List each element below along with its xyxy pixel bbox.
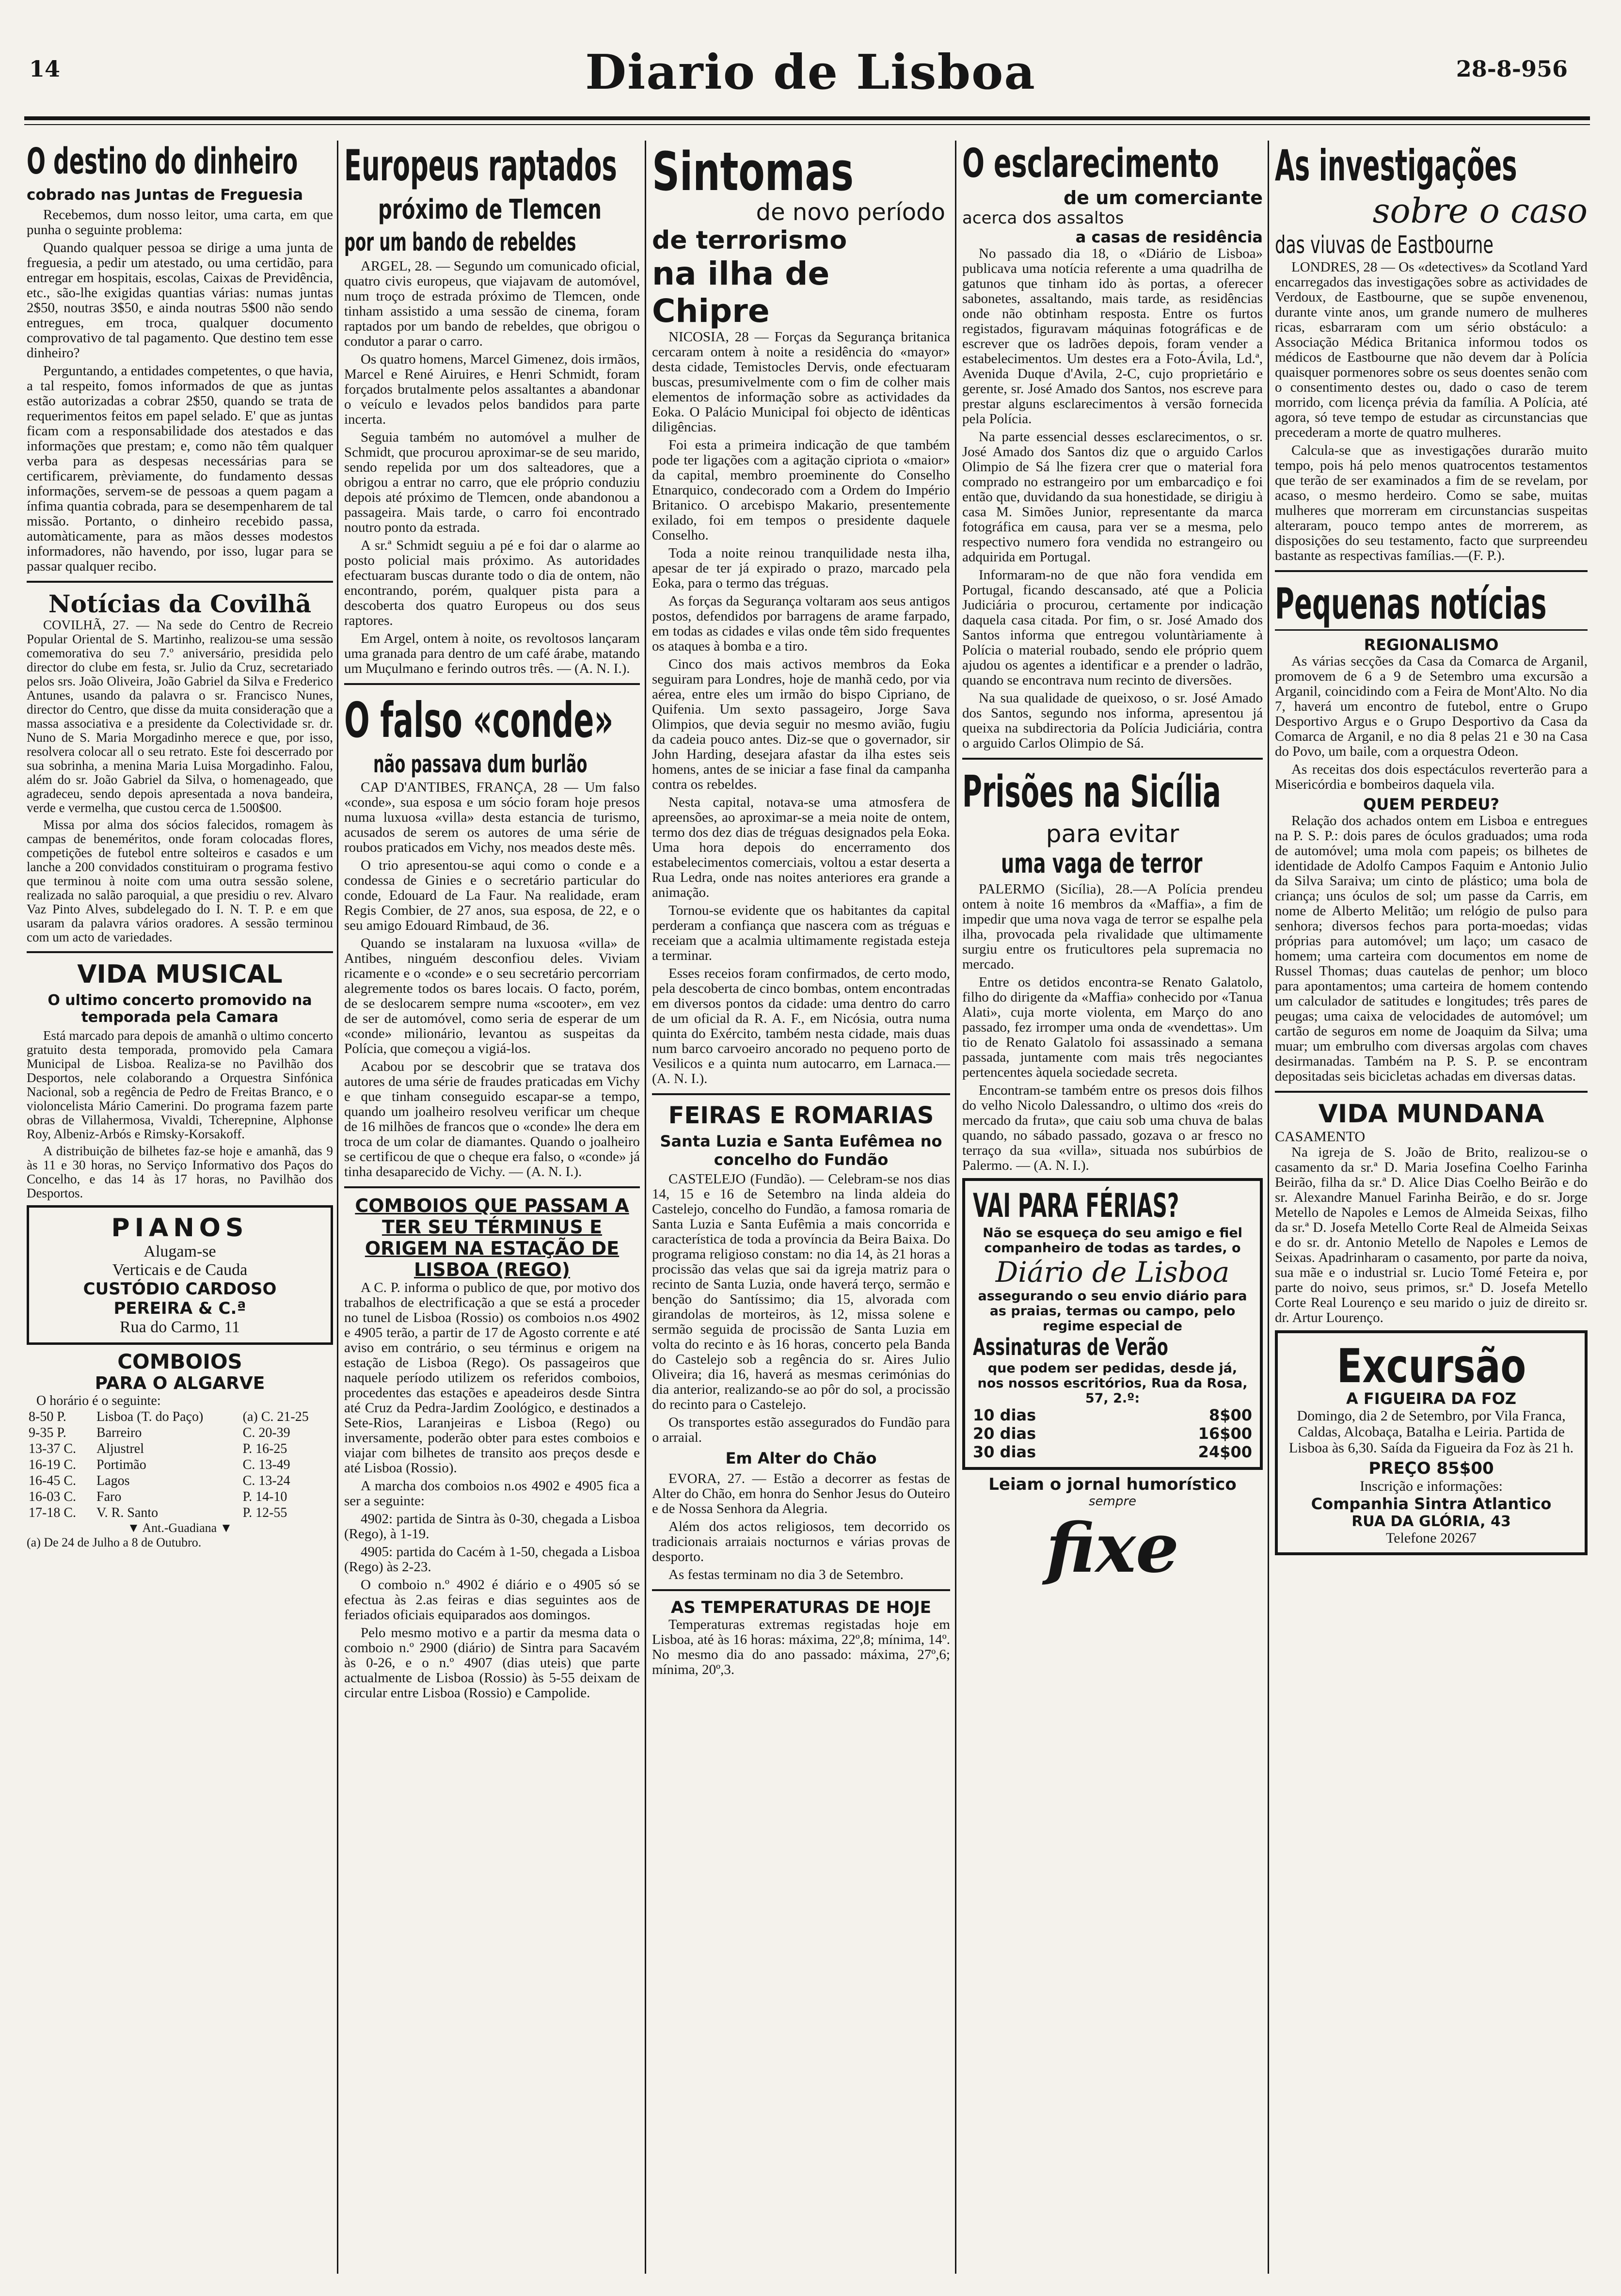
headline-line: das viuvas de Eastbourne bbox=[1275, 231, 1494, 259]
table-row: 16-19 C. Portimão C. 13-49 bbox=[29, 1457, 290, 1472]
headline-line: na ilha de Chipre bbox=[652, 255, 830, 330]
headline: Pequenas notícias bbox=[1275, 579, 1547, 629]
paragraph: Acabou por se descobrir que se tratava dos autores de uma série de fraudes praticadas em Vichy e que tinham conseguido escapar-se a tempo, quando um joalheiro resolveu verificar um cheque de 16 milhões de francos que o «conde» lhe dera em troca de um colar de diamantes. Quando o joalheiro se certificou de que o cheque era falso, o «conde» já tinha desaparecido de Vichy. — (A. N. I.). bbox=[344, 1059, 640, 1180]
paragraph: Na sua qualidade de queixoso, o sr. José Amado dos Santos, segundo nos informa, apresentou já queixa na subdirectoria da Polícia Judiciária, contra o arguido Carlos Olimpio de Sá. bbox=[962, 690, 1263, 751]
header-rule bbox=[24, 116, 1590, 120]
paragraph: Além dos actos religiosos, tem decorrido os tradicionais arraiais nocturnos e várias provas de desporto. bbox=[652, 1519, 950, 1564]
table-row: 13-37 C. Aljustrel P. 16-25 bbox=[29, 1441, 287, 1456]
paragraph: As festas terminam no dia 3 de Setembro. bbox=[668, 1567, 904, 1582]
headline-line: uma vaga de terror bbox=[1001, 848, 1203, 879]
ad-phone: Telefone 20267 bbox=[1385, 1530, 1477, 1546]
headline: O falso «conde» bbox=[344, 692, 614, 749]
rule bbox=[1275, 1091, 1588, 1093]
rule bbox=[652, 1589, 950, 1591]
headline: O esclarecimento bbox=[962, 141, 1219, 187]
paragraph: A distribuição de bilhetes faz-se hoje e amanhã, das 9 às 11 e 30 horas, no Serviço Informativo dos Paços do Concelho, e das 14 às 17 horas, no Pavilhão dos Desportos. bbox=[27, 1144, 333, 1200]
headline-line: a casas de residência bbox=[1075, 228, 1263, 246]
ad-title: Excursão bbox=[1336, 1339, 1526, 1389]
paragraph: Está marcado para depois de amanhã o ultimo concerto gratuito desta temporada, promovido pela Camara Municipal de Lisboa. Realiza-se no Pavilhão dos Desportos, nele colaborando a Orquestra Sinfónica Nacional, sob a regência de Pedro de Freitas Branco, e o violoncelista Mário Camerini. Do programa fazem parte obras de Villahermosa, Vivaldi, Tcherepnine, Alphonse Roy, Albeniz-Arbós e Rimsky-Korsakoff. bbox=[27, 1028, 333, 1141]
paragraph: A sr.ª Schmidt seguiu a pé e foi dar o alarme ao posto policial mais próximo. As autoridades efectuaram buscas durante todo o dia de ontem, não encontrando, porém, qualquer pista para a descoberta dos quatro Europeus ou dos seus raptores. bbox=[344, 538, 640, 628]
rule bbox=[27, 581, 333, 583]
paragraph: CAP D'ANTIBES, FRANÇA, 28 — Um falso «conde», sua esposa e um sócio foram hoje presos numa luxuosa «villa» desta estancia de turismo, acusados de serem os autores de uma série de roubos praticados em Vichy, nos meados deste mês. bbox=[344, 780, 640, 855]
table-row: 8-50 P. Lisboa (T. do Paço) (a) C. 21-25 bbox=[29, 1409, 309, 1424]
ad-company: Companhia Sintra Atlantico bbox=[1311, 1495, 1552, 1513]
paragraph: Temperaturas extremas registadas hoje em Lisboa, até às 16 horas: máxima, 22º,8; mínima, 14º. No mesmo dia do ano passado: máxima, 27º,6; mínima, 20º,3. bbox=[652, 1617, 950, 1677]
headline: Europeus raptados bbox=[344, 141, 617, 191]
paragraph: Calcula-se que as investigações durarão muito tempo, pois há pelo menos quatrocentos testamentos que terão de ser examinados a fim de se revelam, por acaso, o mesmo herdeiro. Como se sabe, muitas mulheres que morreram em circunstancias suspeitas alteraram, pouco tempo antes de morrerem, as disposições do seu testamento, facto que surpreendeu bastante as respectivas famílias.—(F. P.). bbox=[1275, 443, 1588, 563]
article-esclarecimento bbox=[962, 141, 1263, 751]
column-divider bbox=[955, 141, 956, 2274]
subheadline: O ultimo concerto promovido na temporada pela Camara bbox=[48, 992, 312, 1026]
article-sicilia bbox=[962, 766, 1263, 1173]
section-title: VIDA MUSICAL bbox=[77, 960, 283, 989]
ad-line: que podem ser pedidas, desde já, nos nossos escritórios, Rua da Rosa, 57, 2.º: bbox=[977, 1361, 1248, 1406]
table-row: 16-45 C. Lagos C. 13-24 bbox=[29, 1473, 290, 1488]
headline-line: de terrorismo bbox=[652, 226, 847, 255]
table-row: 16-03 C. Faro P. 14-10 bbox=[29, 1489, 287, 1504]
intro: O horário é o seguinte: bbox=[36, 1393, 161, 1408]
rule bbox=[962, 758, 1263, 760]
paragraph: Missa por alma dos sócios falecidos, romagem às campas de beneméritos, onde foram colocadas flores, competições de futebol entre solteiros e casados e um lanche a 200 convidados constituiram o programa festivo que terminou à noite com uma outra sessão solene, realizada no salão paroquial, a que presidiu o rev. Alvaro Vaz Pinto Alves, subdelegado do I. N. T. P. e em que usaram da palavra vários oradores. A sessão terminou com um acto de variedades. bbox=[27, 817, 333, 944]
page-number: 14 bbox=[29, 56, 61, 82]
ad-line: CUSTÓDIO CARDOSO bbox=[83, 1279, 277, 1299]
paragraph: Entre os detidos encontra-se Renato Galatolo, filho do dirigente da «Maffia» conhecido por «Tanua Alati», cuja morte violenta, em Março do ano passado, fez irromper uma onda de «vendettas». Um tio de Renato Galatolo foi assassinado a semana passada, juntamente com mais três negociantes pertencentes àquela sociedade secreta. bbox=[962, 974, 1263, 1080]
paragraph: No passado dia 18, o «Diário de Lisboa» publicava uma notícia referente a uma quadrilha de gatunos que tinham ido às portas, a oferecer sabonetes, assaltando, mais tarde, as residências onde não obtinham resposta. Entre os furtos registados, figuravam máquinas fotográficas e de escrever que os ladrões depois, foram vender a estabelecimentos. Um destes era a Foto-Ávila, Ld.ª, Avenida Duque d'Avila, 2-C, cujo proprietário e gerente, sr. José Amado dos Santos, nos escreve para prestar alguns esclarecimentos à versão fornecida pela Polícia. bbox=[962, 246, 1263, 427]
paragraph: Informaram-no de que não fora vendida em Portugal, ficando descansado, até que a Policia Judiciária o procurou, certamente por indicação daquela casa citada. Por fim, o sr. José Amado dos Santos informa que entregou voluntàriamente à Polícia o material roubado, sendo ele próprio quem ajudou os agentes a identificar e a prender o ladrão, quando se encontrava num recinto de diversões. bbox=[962, 567, 1263, 688]
paragraph: Recebemos, dum nosso leitor, uma carta, em que punha o seguinte problema: bbox=[27, 207, 333, 238]
paragraph: CASTELEJO (Fundão). — Celebram-se nos dias 14, 15 e 16 de Setembro na linda aldeia do Castelejo, concelho do Fundão, a famosa romaria de Santa Luzia e Santa Eufêmia a mais concorrida e característica de toda a província da Beira Baixa. Do programa religioso constam: no dia 14, às 21 horas a procissão das velas que sai da igreja matriz para o recinto de Santa Luzia, onde haverá terço, sermão e benção do Santíssimo; dia 15, alvorada com girandolas de morteiros, às 12, missa solene e sermão seguida de procissão de Santa Luzia em volta do recinto e às 16 horas, concerto pela Banda do Castelejo sob a regência do sr. Aires Julio Oliveira; dia 16, haverá as mesmas cerimónias do dia anterior, realizando-se ao pôr do sol, a procissão do recinto para o Castelejo. bbox=[652, 1171, 950, 1412]
pianos-ad bbox=[27, 1205, 333, 1345]
headline: AS TEMPERATURAS DE HOJE bbox=[670, 1598, 932, 1617]
article-covilha bbox=[27, 590, 333, 944]
headline-line: acerca dos assaltos bbox=[962, 208, 1124, 228]
paragraph: A C. P. informa o publico de que, por motivo dos trabalhos de electrificação a que se está a proceder no tunel de Lisboa (Rossio) os comboios n.os 4902 e 4905 terão, a partir de 17 de Agosto corrente e até aviso em contrário, o seu términus e origem na estação de Lisboa (Rego). Os passageiros que naquele período utilizem os referidos comboios, procedentes das estações e apeadeiros desde Sintra até Cruz da Pedra-Jardim Zoológico, e destinados a Sete-Rios, Laranjeiras e Lisboa (Rego) ou inversamente, poderão obter para estes comboios e viajar com bilhetes de transito aos preços desde e até Lisboa (Rossio). bbox=[344, 1280, 640, 1476]
article-eastbourne bbox=[1275, 141, 1588, 563]
issue-date: 28-8-956 bbox=[1456, 56, 1568, 82]
article-falso-conde bbox=[344, 692, 640, 1180]
article-temperaturas bbox=[652, 1598, 950, 1677]
paragraph: Foi esta a primeira indicação de que também pode ter ligações com a agitação cipriota o «maior» da capital, membro proeminente do Conselho Etnarquico, condecorado com a Ordem do Império Britanico. O arcebispo Makario, presentemente exilado, foi em tempos o presidente daquele Conselho. bbox=[652, 437, 950, 543]
table-row: 9-35 P. Barreiro C. 20-39 bbox=[29, 1425, 290, 1440]
subheadline: QUEM PERDEU? bbox=[1363, 795, 1499, 813]
paragraph: As forças da Segurança voltaram aos seus antigos postos, defendidos por barragens de arame farpado, em todas as cidades e vilas onde têm sido frequentes os ataques à bomba e a tiro. bbox=[652, 593, 950, 654]
subheadline: Santa Luzia e Santa Eufêmea no concelho do Fundão bbox=[660, 1132, 942, 1169]
paragraph: ARGEL, 28. — Segundo um comunicado oficial, quatro civis europeus, que viajavam de automóvel, num troço de estrada próximo de Tlemcen, onde tinham assistido a uma sessão de cinema, foram raptados por um bando de rebeldes, que obrigou o condutor a parar o carro. bbox=[344, 258, 640, 349]
article-money bbox=[27, 141, 333, 574]
column-3 bbox=[652, 141, 950, 2283]
paragraph: Na parte essencial desses esclarecimentos, o sr. José Amado dos Santos diz que o arguido Carlos Olimpio de Sá lhe fizera crer que o material fora comprado no estrangeiro por um embarcadiço e foi então que, duvidando da sua honestidade, se dirigiu à casa M. Simões Junior, representante da marca fotográfica em causa, para ver se a mesma, pelo respectivo numero fora vendida no estrangeiro ou adquirida em Portugal. bbox=[962, 429, 1263, 565]
subheadline: Em Alter do Chão bbox=[725, 1449, 877, 1467]
price-row: 20 dias 16$00 bbox=[973, 1424, 1252, 1443]
article-tlemcen bbox=[344, 141, 640, 676]
ad-line: Alugam-se bbox=[143, 1243, 216, 1260]
ad-body: Domingo, dia 2 de Setembro, por Vila Franca, Caldas, Alcobaça, Batalha e Leiria. Partida de Lisboa às 6,30. Saída da Figueira da Foz às 21 h. bbox=[1288, 1408, 1574, 1456]
paragraph: Tornou-se evidente que os habitantes da capital perderam a confiança que nascera com as tréguas e receiam que a acalmia ultimamente registada esteja a terminar. bbox=[652, 903, 950, 963]
paragraph: EVORA, 27. — Estão a decorrer as festas de Alter do Chão, em honra do Senhor Jesus do Outeiro e de Nossa Senhora da Alegria. bbox=[652, 1471, 950, 1516]
ad-line: Verticais e de Cauda bbox=[112, 1261, 248, 1279]
ad-line: Rua do Carmo, 11 bbox=[119, 1318, 240, 1336]
paragraph: Pelo mesmo motivo e a partir da mesma data o comboio n.º 2900 (diário) de Sintra para Sacavém às 0-26, e o n.º 4907 (dias uteis) que parte actualmente de Lisboa (Rossio) às 5-55 deixam de circular entre Lisboa (Rossio) e Campolide. bbox=[344, 1625, 640, 1701]
paragraph: Seguia também no automóvel a mulher de Schmidt, que procurou aproximar-se de seu marido, sendo repelida por um dos salteadores, que a obrigou a entrar no carro, que ele próprio conduziu depois até próximo de Tlemcen, onde abandonou a passageira. Mais tarde, o carro foi encontrado noutro ponto da estrada. bbox=[344, 430, 640, 535]
column-divider bbox=[645, 141, 646, 2274]
paragraph: Na igreja de S. João de Brito, realizou-se o casamento da sr.ª D. Maria Josefina Coelho Farinha Beirão, filha da sr.ª D. Alice Dias Coelho Beirão e do sr. Alexandre Manuel Farinha Beirão, e do sr. Jorge Metello de Napoles e Lemos de Almeida Seixas, filho da sr.ª D. Josefa Metello Corte Real de Almeida Seixas e do sr. dr. Antonio Metello de Napoles e Lemos de Seixas. Apadrinharam o casamento, por parte da noiva, sua mãe e o industrial sr. Lucio Tomé Feteira e, por parte do noivo, seus primos, sr.ª D. Josefa Metello Corte Real Lourenço e seu marido o juiz de direito sr. dr. Artur Lourenço. bbox=[1275, 1145, 1588, 1325]
header-rule-thin bbox=[24, 124, 1590, 125]
column-divider bbox=[337, 141, 338, 2274]
column-divider bbox=[1268, 141, 1269, 2274]
paragraph: O comboio n.º 4902 é diário e o 4905 só se efectua às 2.as feiras e dias seguintes aos de feriados oficiais equiparados aos domingos. bbox=[344, 1577, 640, 1623]
train-schedule bbox=[27, 1409, 333, 1521]
paragraph: Cinco dos mais activos membros da Eoka seguiram para Londres, hoje de manhã cedo, por via aérea, entre eles um irmão do bispo Cipriano, de Quifenia. Um sexto passageiro, Jorge Sava Olimpios, que devia seguir no mesmo avião, fugiu da cadeia pouco antes. Diz-se que o governador, sir John Harding, desejara afastar da ilha estes seis homens, antes de se iniciar a fase final da campanha contra os rebeldes. bbox=[652, 656, 950, 792]
ad-tag: sempre bbox=[1088, 1494, 1137, 1509]
paragraph: O trio apresentou-se aqui como o conde e a condessa de Ginies e o secretário particular do conde, Edouard de La Faur. Na realidade, eram Regis Combier, de 27 anos, sua esposa, de 22, e o seu amigo Edouard Rimbaud, de 36. bbox=[344, 858, 640, 933]
headline-line: não passava dum burlão bbox=[373, 750, 588, 778]
paragraph: Os quatro homens, Marcel Gimenez, dois irmãos, Marcel e René Airuires, e Henri Schmidt, foram forçados brutalmente pelos assaltantes a abandonar o veículo e levados pelos bandidos para parte incerta. bbox=[344, 351, 640, 427]
price-row: 30 dias 24$00 bbox=[973, 1443, 1252, 1461]
paragraph: NICOSIA, 28 — Forças da Segurança britanica cercaram ontem à noite a residência do «mayor» desta cidade, Temistocles Dervis, onde efectuaram buscas, presumivelmente com o fim de colher mais elementos de informação sobre as actividades da Eoka. O Palácio Municipal foi objecto de idênticas diligências. bbox=[652, 329, 950, 435]
comboios-algarve bbox=[27, 1350, 333, 1550]
rule bbox=[344, 683, 640, 685]
rule bbox=[652, 1093, 950, 1095]
section-title: VIDA MUNDANA bbox=[1318, 1100, 1544, 1129]
headline-line: sobre o caso bbox=[1372, 191, 1588, 231]
note: ▼ Ant.-Guadiana ▼ bbox=[127, 1521, 233, 1535]
section-title: COMBOIOS bbox=[117, 1350, 242, 1373]
article-vida-mundana bbox=[1275, 1100, 1588, 1325]
ad-line: Inscrição e informações: bbox=[1360, 1478, 1503, 1494]
column-4 bbox=[962, 141, 1263, 2283]
ad-paper: Diário de Lisboa bbox=[995, 1256, 1230, 1289]
article-vida-musical bbox=[27, 960, 333, 1200]
ad-subtitle: Assinaturas de Verão bbox=[973, 1334, 1168, 1361]
ad-title: VAI PARA FÉRIAS? bbox=[973, 1187, 1179, 1225]
paragraph: Em Argel, ontem à noite, os revoltosos lançaram uma granada para dentro de um café árabe, matando um Muçulmano e ferindo outros três. — (A. N. I.). bbox=[344, 631, 640, 676]
headline: As investigações bbox=[1275, 141, 1517, 191]
rule bbox=[27, 951, 333, 953]
column-5 bbox=[1275, 141, 1588, 2283]
paragraph: Relação dos achados ontem em Lisboa e entregues na P. S. P.: dois pares de óculos graduados; uma roda de automóvel; uma mola com papeis; os bilhetes de identidade de Adolfo Campos Faquim e Antonio Julio da Silva Saraiva; um cinto de plástico; uma bola de criança; uns óculos de sol; um passe da Carris, em nome de Alberto Melitão; um relógio de pulso para senhora; diversos fechos para porta-moedas; vidas próprias para automóvel; um laço; um casaco de homem; uma carteira com documentos em nome de Russel Thomas; duas cautelas de penhor; um bloco para apontamentos; uma carteira de homem contendo um calculador de satitudes e longitudes; três pares de peugas; uma caixa de velocidades de automóvel; um cartão de seguros em nome de Joaquim da Silva; uma muar; um embrulho com diversas argolas com chaves desirmanadas. Também na P. S. P. se encontram depositadas seis bicicletas achadas em diversas datas. bbox=[1275, 813, 1588, 1084]
note: (a) De 24 de Julho a 8 de Outubro. bbox=[27, 1535, 202, 1549]
table-row: 17-18 C. V. R. Santo P. 12-55 bbox=[29, 1505, 287, 1520]
headline: Prisões na Sicília bbox=[962, 766, 1221, 817]
article-pequenas-noticias bbox=[1275, 579, 1588, 1084]
ad-price: PREÇO 85$00 bbox=[1368, 1459, 1494, 1478]
article-comboios-rego bbox=[344, 1195, 640, 1701]
paragraph: Nesta capital, notava-se uma atmosfera de apreensões, ao aproximar-se a meia noite de ontem, termo dos dez dias de tréguas designados pela Eoka. Uma hora depois do encerramento dos estabelecimentos comerciais, voltou a estar deserta a Rua Ledra, onde nas noites anteriores era grande a animação. bbox=[652, 795, 950, 900]
excursao-ad bbox=[1275, 1330, 1588, 1555]
paragraph: Esses receios foram confirmados, de certo modo, pela descoberta de cinco bombas, ontem encontradas em diversos pontos da cidade: uma dentro do carro de um oficial da R. A. F., em Nicósia, outra numa quinta do Exército, também nesta cidade, mais duas num barco carvoeiro ancorado no pequeno porto de Vesilicos e a quinta num autocarro, em Larnaca.—(A. N. I.). bbox=[652, 966, 950, 1086]
paragraph: Perguntando, a entidades competentes, o que havia, a tal respeito, fomos informados de que as juntas estão autorizadas a cobrar 2$50, quando se trata de requerimentos feitos em papel selado. E' que as juntas ficam com a responsabilidade dos atestados e das informações que prestam; e, como não têm qualquer verba para as despesas necessárias para se certificarem, prèviamente, do fundamento dessas informações, servem-se de pessoas a quem pagam a ínfima quantia cobrada, para se desempenharem de tal missão. Portanto, o dinheiro recebido passa, automàticamente, para as mãos desses modestos informadores, não havendo, por isso, lugar para se passar qualquer recibo. bbox=[27, 363, 333, 574]
paragraph: PALERMO (Sicília), 28.—A Polícia prendeu ontem à noite 16 membros da «Maffia», a fim de impedir que uma nova vaga de terror se espalhe pela ilha, provocada pela rivalidade que ultimamente surgiu entre os fruticultores pela supremacia no mercado. bbox=[962, 881, 1263, 972]
headline-line: para evitar bbox=[1046, 820, 1179, 848]
paragraph: 4905: partida do Cacém à 1-50, chegada a Lisboa (Rego) às 2-23. bbox=[344, 1544, 640, 1575]
ad-line: Não se esqueça do seu amigo e fiel companheiro de todas as tardes, o bbox=[983, 1226, 1242, 1256]
ferias-ad bbox=[962, 1178, 1263, 1470]
headline-line: próximo de Tlemcen bbox=[378, 194, 602, 225]
rule bbox=[1275, 570, 1588, 572]
headline: COMBOIOS QUE PASSAM A TER SEU TÉRMINUS E ORIGEM NA ESTAÇÃO DE LISBOA (REGO) bbox=[355, 1195, 629, 1280]
paragraph: A marcha dos comboios n.os 4902 e 4905 fica a ser a seguinte: bbox=[344, 1478, 640, 1509]
paragraph: LONDRES, 28 — Os «detectives» da Scotland Yard encarregados das investigações sobre as actividades de Verdoux, de Eastbourne, que se supõe envenenou, durante vinte anos, um grande numero de mulheres ricas, esbarraram com um sério obstáculo: a Associação Médica Britanica informou todos os médicos de Eastbourne que não devem dar à Polícia quaisquer pormenores sobre os seus doentes senão com o consentimento destes ou, dado o caso de terem morrido, com licença prévia da família. A Polícia, até agora, só teve tempo de estudar as circunstancias que precederam a morte de quatro mulheres. bbox=[1275, 259, 1588, 440]
headline-line: de um comerciante bbox=[1063, 187, 1263, 208]
article-chipre bbox=[652, 141, 950, 1086]
headline: Notícias da Covilhã bbox=[48, 590, 312, 618]
paragraph: Os transportes estão assegurados do Fundão para o arraial. bbox=[652, 1415, 950, 1445]
ad-line: PEREIRA & C.ª bbox=[113, 1299, 246, 1318]
headline: O destino do dinheiro bbox=[27, 141, 298, 182]
ad-subtitle: A FIGUEIRA DA FOZ bbox=[1346, 1389, 1516, 1408]
subheadline: REGIONALISMO bbox=[1364, 636, 1499, 654]
paragraph: Encontram-se também entre os presos dois filhos do velho Nicolo Dalessandro, o ultimo dos «reis do mercado da fruta», que caiu sob uma chuva de balas quando, no sábado passado, gozava o ar fresco no terraço da sua «villa», situada nos subúrbios de Palermo. — (A. N. I.). bbox=[962, 1083, 1263, 1173]
paragraph: 4902: partida de Sintra às 0-30, chegada a Lisboa (Rego), à 1-19. bbox=[344, 1511, 640, 1542]
headline-line: de novo período bbox=[756, 199, 945, 226]
subheadline: PARA O ALGARVE bbox=[95, 1373, 265, 1393]
paragraph: Quando se instalaram na luxuosa «villa» de Antibes, ninguém desconfiou deles. Viviam ricamente e o «conde» e o seu secretário percorriam alegremente todos os bares locais. O facto, porém, de se deslocarem sempre numa «scooter», em vez de ser de automóvel, como seria de esperar de um «conde» milionário, levantou as suspeitas da Polícia, que começou a vigiá-los. bbox=[344, 936, 640, 1056]
paragraph: Quando qualquer pessoa se dirige a uma junta de freguesia, a pedir um atestado, ou uma certidão, para entregar em hospitais, escolas, Caixas de Previdência, etc., são-lhe exigidas quantias várias: numas juntas 2$50, noutras 3$50, e ainda noutras 5$00 não sendo entregues, em troca, qualquer documento comprovativo de tal pagamento. Que destino tem esse dinheiro? bbox=[27, 240, 333, 361]
article-feiras bbox=[652, 1102, 950, 1582]
paragraph: COVILHÃ, 27. — Na sede do Centro de Recreio Popular Oriental de S. Martinho, realizou-se uma sessão comemorativa do seu 7.º aniversário, presidida pelo director do clube em festa, sr. Julio da Cruz, secretariado pelos srs. João Oliveira, João Gabriel da Silva e Frederico Antunes, usando da palavra o sr. Francisco Nunes, director do Centro, que disse da muita consideração que a massa associativa e a presidente da Colectividade sr. dr. Nuno de S. Maria Morgadinho merece e que, por isso, resolvera colocar all o seu retrato. Este foi descerrado por sua sobrinha, a menina Maria Luisa Morgadinho. Falou, além do sr. João Gabriel da Silva, o homenageado, que agradeceu, sendo depois apresentada a nova bandeira, verde e vermelha, que custou cerca de 1.500$00. bbox=[27, 618, 333, 815]
paragraph: As receitas dos dois espectáculos reverterão para a Misericórdia e bombeiros daquela vila. bbox=[1275, 762, 1588, 792]
subheadline: CASAMENTO bbox=[1275, 1129, 1366, 1145]
ad-line: assegurando o seu envio diário para as praias, termas ou campo, pelo regime especial de bbox=[978, 1289, 1247, 1334]
fixe-ad bbox=[962, 1475, 1263, 1588]
column-1 bbox=[27, 141, 333, 2283]
paragraph: Toda a noite reinou tranquilidade nesta ilha, apesar de ter já expirado o prazo, marcado pela Eoka, para o termo das tréguas. bbox=[652, 545, 950, 591]
section-title: FEIRAS E ROMARIAS bbox=[668, 1102, 934, 1129]
ad-address: RUA DA GLÓRIA, 43 bbox=[1351, 1513, 1511, 1530]
headline: Sintomas bbox=[652, 141, 854, 199]
masthead: Diario de Lisboa bbox=[585, 45, 1036, 100]
headline-line: por um bando de rebeldes bbox=[344, 228, 576, 257]
subheadline: cobrado nas Juntas de Freguesia bbox=[27, 186, 303, 204]
rule bbox=[344, 1186, 640, 1188]
price-row: 10 dias 8$00 bbox=[973, 1406, 1252, 1424]
fixe-logo: fixe bbox=[1046, 1509, 1179, 1588]
ad-title: PIANOS bbox=[111, 1213, 249, 1243]
ad-line: Leiam o jornal humorístico bbox=[988, 1475, 1237, 1494]
column-2 bbox=[344, 141, 640, 2283]
paragraph: As várias secções da Casa da Comarca de Arganil, promovem de 6 a 9 de Setembro uma excursão a Arganil, coincidindo com a Feira de Mont'Alto. No dia 7, haverá um encontro de futebol, entre o Grupo Desportivo Argus e o Grupo Desportivo da Casa da Comarca de Arganil, e no dia 8 pelas 21 e 30 na Casa do Povo, um baile, com a orquestra Odeon. bbox=[1275, 654, 1588, 759]
